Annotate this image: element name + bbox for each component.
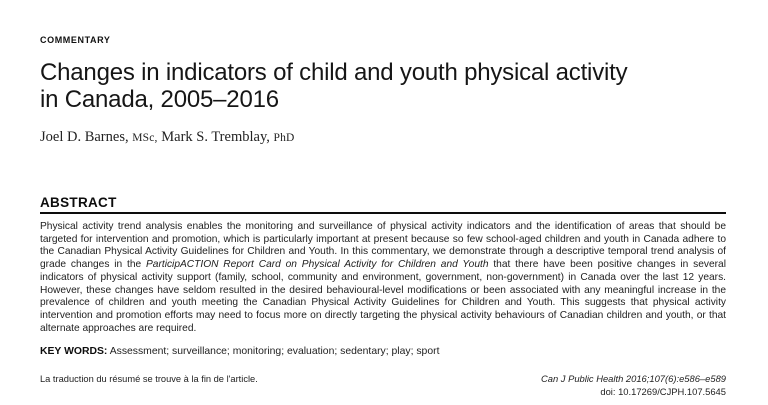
author-2-degree: PhD bbox=[273, 132, 295, 144]
abstract-text-before-italic: Physical activity trend analysis enables the monitoring and surveillance of physical activity indicators and the identification of areas that should be targeted for intervention and promotion, which is particularly important at present because so few school-aged children and youth in Canada adhere to the Canadian Physical Activity Guidelines for Children and Youth. In this commentary, we demonstrate through a descriptive temporal trend analysis of grade changes in the bbox=[40, 221, 726, 271]
title-line-2: in Canada, 2005–2016 bbox=[40, 86, 279, 113]
doi-line: doi: 10.17269/CJPH.107.5645 bbox=[600, 386, 726, 398]
author-2-name: Mark S. Tremblay, bbox=[161, 129, 270, 145]
abstract-heading: ABSTRACT bbox=[40, 195, 117, 210]
keywords-terms: Assessment; surveillance; monitoring; evaluation; sedentary; play; sport bbox=[109, 346, 440, 358]
section-kicker: COMMENTARY bbox=[40, 35, 111, 45]
keywords-line bbox=[40, 346, 726, 358]
title-line-1: Changes in indicators of child and youth physical activity bbox=[40, 59, 628, 86]
author-1-degree: MSc, bbox=[132, 132, 158, 144]
translation-note: La traduction du résumé se trouve à la fin de l'article. bbox=[40, 374, 258, 385]
abstract-report-card-title: ParticipACTION Report Card on Physical Activity for Children and Youth bbox=[146, 259, 489, 271]
article-title bbox=[40, 59, 726, 113]
author-byline bbox=[40, 128, 726, 147]
abstract-header-rule bbox=[40, 196, 726, 214]
author-1-name: Joel D. Barnes, bbox=[40, 129, 129, 145]
keywords-label: KEY WORDS: bbox=[40, 346, 108, 358]
article-footer bbox=[40, 372, 726, 398]
abstract-paragraph bbox=[40, 221, 726, 335]
journal-citation: Can J Public Health 2016;107(6):e586–e589 bbox=[540, 373, 726, 385]
abstract-text-after-italic: that there have been positive changes in several indicators of physical activity support (family, school, community and environment, government, non-government) in Canada over the last 12 years. However, these changes have seldom resulted in the desired behavioural-level modifications or been associated with any meaningful increase in the prevalence of children and youth meeting the Canadian Physical Activity Guidelines for Children and Youth. This suggests that physical activity intervention and promotion efforts may need to focus more on directly targeting the physical activity behaviours of Canadian children and youth, or that alternate approaches are required. bbox=[40, 259, 726, 334]
citation-block bbox=[541, 372, 726, 398]
